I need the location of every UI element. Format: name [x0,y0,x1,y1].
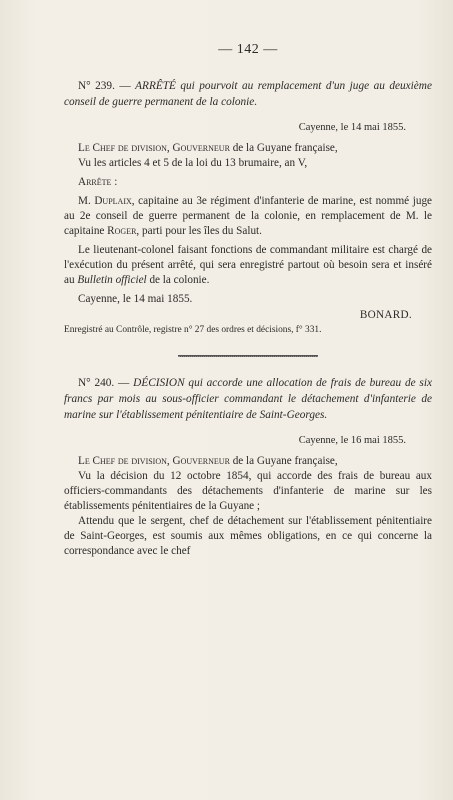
doc2-date: Cayenne, le 16 mai 1855. [298,435,406,446]
doc1-bulletin-title: Bulletin officiel [77,274,147,286]
doc1-title: ARRÊTÉ qui pourvoit au remplacement d'un juge au deuxième conseil de guerre permanent de la colonie. [64,80,432,108]
page-content [64,42,432,559]
doc2-authority-rest: de la Guyane française, [232,455,338,467]
doc1-heading [64,78,432,110]
doc1-p1-text-b: parti pour les îles du Salut. [142,225,262,237]
doc1-vu: Vu les articles 4 et 5 de la loi du 13 brumaire, an V, [78,157,308,169]
doc2-authority-title: Le Chef de division, Gouverneur [78,455,230,467]
doc2-vu: Vu la décision du 12 octobre 1854, qui accorde des frais de bureau aux officiers-commandants des détachements d'infanterie de marine sur les établissements pénitentiaires de la Guyane ; [64,470,432,512]
doc1-person-name: M. Duplaix, [78,195,135,207]
page-number: — 142 — [218,42,278,57]
doc1-p2-text-a: Le lieutenant-colonel faisant fonctions de commandant militaire est chargé de l'exécution du présent arrêté, qui sera enregistré partout où besoin sera et inséré au [64,244,432,286]
doc1-authority [64,141,432,156]
doc1-date: Cayenne, le 14 mai 1855. [298,122,406,133]
doc2-authority [64,454,432,469]
doc2-heading [64,375,432,423]
doc1-closing-date: Cayenne, le 14 mai 1855. [78,293,193,305]
doc1-signature: BONARD. [359,309,412,321]
doc2-number: N° 240. — [78,377,130,389]
doc1-registration: Enregistré au Contrôle, registre n° 27 des ordres et décisions, f° 331. [64,325,322,335]
doc1-authority-title: Le Chef de division, Gouverneur [78,142,230,154]
doc1-number: N° 239. — [78,80,131,92]
doc2-title: DÉCISION qui accorde une allocation de frais de bureau de six francs par mois au sous-officier commandant le détachement d'infanterie de marine sur l'établissement pénitentiaire de Saint-Georges. [64,377,432,421]
doc1-authority-rest: de la Guyane française, [232,142,338,154]
doc1-paragraph-2 [64,243,432,288]
doc1-p1-text-a: capitaine au 3e régiment d'infanterie de marine, est nommé juge au 2e conseil de guerre permanent de la colonie, en remplacement de M. le capitaine [64,195,433,237]
doc1-paragraph-1 [64,194,432,239]
doc2-attendu: Attendu que le sergent, chef de détachement sur l'établissement pénitentiaire de Saint-Georges, est soumis aux mêmes obligations, en ce qui concerne la correspondance avec le chef [64,515,432,557]
section-divider [178,355,318,357]
doc1-p2-text-b: de la colonie. [149,274,210,286]
doc1-arrete: Arrête : [78,176,118,188]
doc1-person-name-2: Roger, [107,225,140,237]
